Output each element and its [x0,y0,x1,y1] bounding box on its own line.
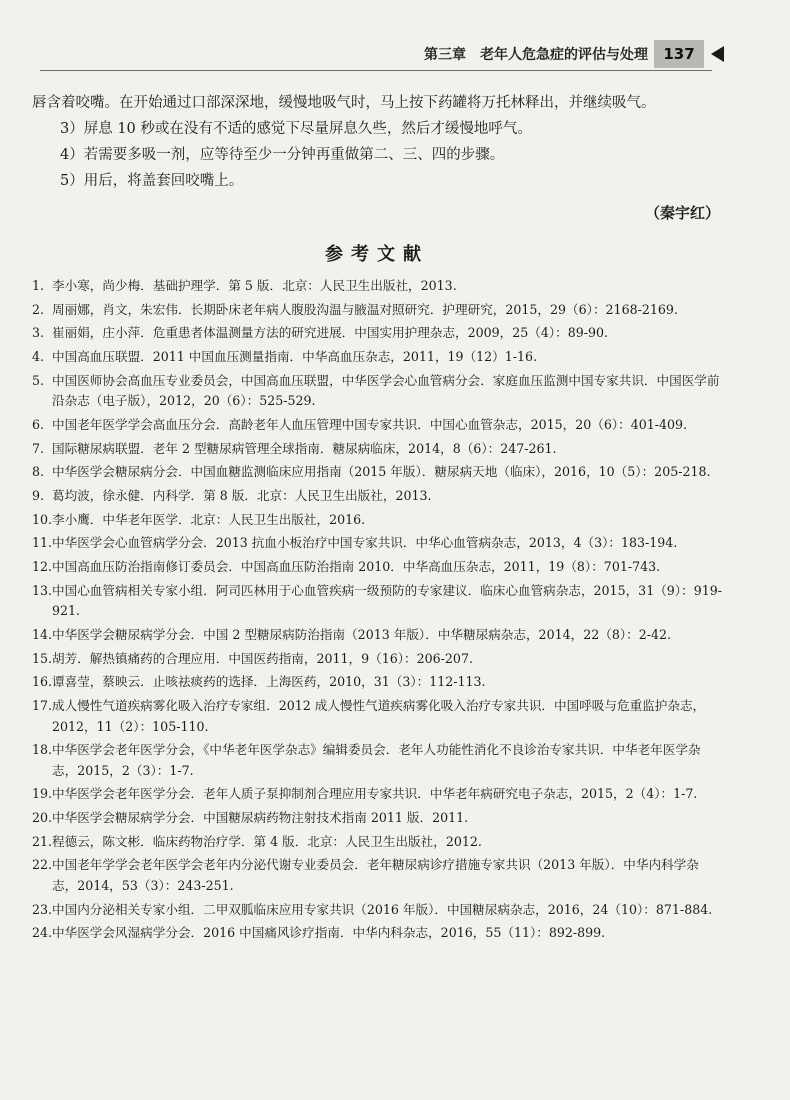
body-paragraph: 唇含着咬嘴。在开始通过口部深深地，缓慢地吸气时，马上按下药罐将万托林释出，并继续吸气。 [32,95,656,111]
reference-number: 14. [32,626,53,642]
reference-text: 中华医学会老年医学分会，《中华老年医学杂志》编辑委员会．老年人功能性消化不良诊治专家共识．中华老年医学杂志，2015，2（3）：1-7. [52,742,701,778]
reference-item [32,300,722,321]
reference-number: 3. [32,325,45,341]
reference-text: 中华医学会糖尿病分会．中国血糖监测临床应用指南（2015 年版）．糖尿病天地（临床），2016，10（5）：205-218. [52,464,711,480]
reference-text: 葛均波，徐永健．内科学．第 8 版．北京：人民卫生出版社，2013. [52,488,432,503]
reference-number: 20. [32,810,53,826]
reference-text: 中国高血压联盟．2011 中国血压测量指南．中华高血压杂志，2011，19（12）1-16. [52,349,538,365]
reference-text: 崔丽娟，庄小萍．危重患者体温测量方法的研究进展．中国实用护理杂志，2009，25（4）：89-90. [52,325,609,341]
reference-text: 中华医学会糖尿病学分会．中国 2 型糖尿病防治指南（2013 年版）．中华糖尿病杂志，2014，22（8）：2-42. [52,626,672,642]
reference-number: 11. [32,535,53,551]
left-arrow-icon [711,46,724,62]
reference-item [32,276,722,297]
reference-item [32,923,722,944]
reference-number: 16. [32,674,53,690]
reference-text: 中国心血管病相关专家小组．阿司匹林用于心血管疾病一级预防的专家建议．临床心血管病杂志，2015，31（9）：919-921. [52,582,722,619]
reference-number: 2. [32,301,45,317]
reference-text: 程德云，陈文彬．临床药物治疗学．第 4 版．北京：人民卫生出版社，2012. [52,833,482,849]
reference-item [32,625,722,646]
reference-item [32,808,722,829]
page-content [32,90,722,947]
reference-item [32,832,722,853]
reference-number: 8. [32,464,45,480]
reference-text: 中国医师协会高血压专业委员会，中国高血压联盟，中华医学会心血管病分会．家庭血压监测中国专家共识．中国医学前沿杂志（电子版），2012，20（6）：525-529. [52,372,720,409]
reference-text: 中国老年医学学会高血压分会．高龄老年人血压管理中国专家共识．中国心血管杂志，2015，20（6）：401-409. [52,416,688,432]
reference-text: 谭喜莹，蔡映云．止咳祛痰药的选择．上海医药，2010，31（3）：112-113. [52,674,486,690]
reference-text: 中华医学会糖尿病学分会．中国糖尿病药物注射技术指南 2011 版．2011. [52,810,469,826]
reference-item [32,900,722,921]
running-header [0,38,790,72]
reference-number: 9. [32,488,45,503]
reference-number: 10. [32,511,53,527]
chapter-title: 第三章 老年人危急症的评估与处理 [424,47,648,63]
step-5: 5）用后，将盖套回咬嘴上。 [60,173,244,189]
reference-number: 7. [32,440,45,456]
reference-text: 中国高血压防治指南修订委员会．中国高血压防治指南 2010．中华高血压杂志，2011，19（8）：701-743. [52,559,661,575]
reference-item [32,581,722,622]
reference-number: 13. [32,582,53,598]
reference-number: 5. [32,372,45,388]
reference-item [32,323,722,344]
reference-number: 1. [32,278,45,293]
reference-number: 23. [32,901,53,917]
reference-item [32,855,722,896]
reference-item [32,784,722,805]
reference-item [32,696,722,737]
reference-text: 周丽娜，肖文，朱宏伟．长期卧床老年病人腹股沟温与腋温对照研究．护理研究，2015，29（6）：2168-2169. [52,301,678,317]
reference-number: 6. [32,416,45,432]
reference-item [32,371,722,412]
reference-number: 12. [32,559,53,575]
reference-item [32,533,722,554]
reference-text: 胡芳．解热镇痛药的合理应用．中国医药指南，2011，9（16）：206-207. [52,650,473,666]
reference-number: 19. [32,786,53,802]
reference-item [32,740,722,781]
reference-number: 18. [32,742,53,758]
reference-text: 中国老年学学会老年医学会老年内分泌代谢专业委员会．老年糖尿病诊疗措施专家共识（2013 年版）．中华内科学杂志，2014，53（3）：243-251. [52,857,699,893]
step-4: 4）若需要多吸一剂，应等待至少一分钟再重做第二、三、四的步骤。 [60,147,505,163]
reference-number: 21. [32,833,53,849]
references-heading: 参考文献 [325,244,429,265]
reference-text: 成人慢性气道疾病雾化吸入治疗专家组．2012 成人慢性气道疾病雾化吸入治疗专家共识．中国呼吸与危重监护杂志，2012，11（2）：105-110. [52,698,706,734]
step-3: 3）屏息 10 秒或在没有不适的感觉下尽量屏息久些，然后才缓慢地呼气。 [60,121,532,137]
reference-item [32,672,722,693]
reference-item [32,557,722,578]
reference-item [32,462,722,483]
page-number: 137 [654,40,704,68]
reference-text: 国际糖尿病联盟．老年 2 型糖尿病管理全球指南．糖尿病临床，2014，8（6）：247-261. [52,440,557,456]
reference-text: 中国内分泌相关专家小组．二甲双胍临床应用专家共识（2016 年版）．中国糖尿病杂志，2016，24（10）：871-884. [52,901,713,917]
reference-text: 中华医学会心血管病学分会．2013 抗血小板治疗中国专家共识．中华心血管病杂志，2013，4（3）：183-194. [52,535,678,551]
references-list [32,276,722,944]
reference-number: 24. [32,925,53,941]
header-rule [40,70,712,71]
reference-number: 17. [32,698,53,713]
reference-item [32,415,722,436]
reference-item [32,510,722,531]
reference-text: 中华医学会老年医学分会．老年人质子泵抑制剂合理应用专家共识．中华老年病研究电子杂志，2015，2（4）：1-7. [52,786,698,802]
reference-text: 李小寒，尚少梅．基础护理学．第 5 版．北京：人民卫生出版社，2013. [52,278,457,293]
reference-number: 4. [32,349,45,365]
reference-number: 22. [32,857,53,873]
section-author: （秦宇红） [644,204,720,222]
reference-item [32,439,722,460]
reference-text: 李小鹰．中华老年医学．北京：人民卫生出版社，2016. [52,511,366,527]
reference-item [32,486,722,507]
reference-text: 中华医学会风湿病学分会．2016 中国痛风诊疗指南．中华内科杂志，2016，55（11）：892-899. [52,925,606,941]
reference-number: 15. [32,650,53,666]
reference-item [32,649,722,670]
reference-item [32,347,722,368]
